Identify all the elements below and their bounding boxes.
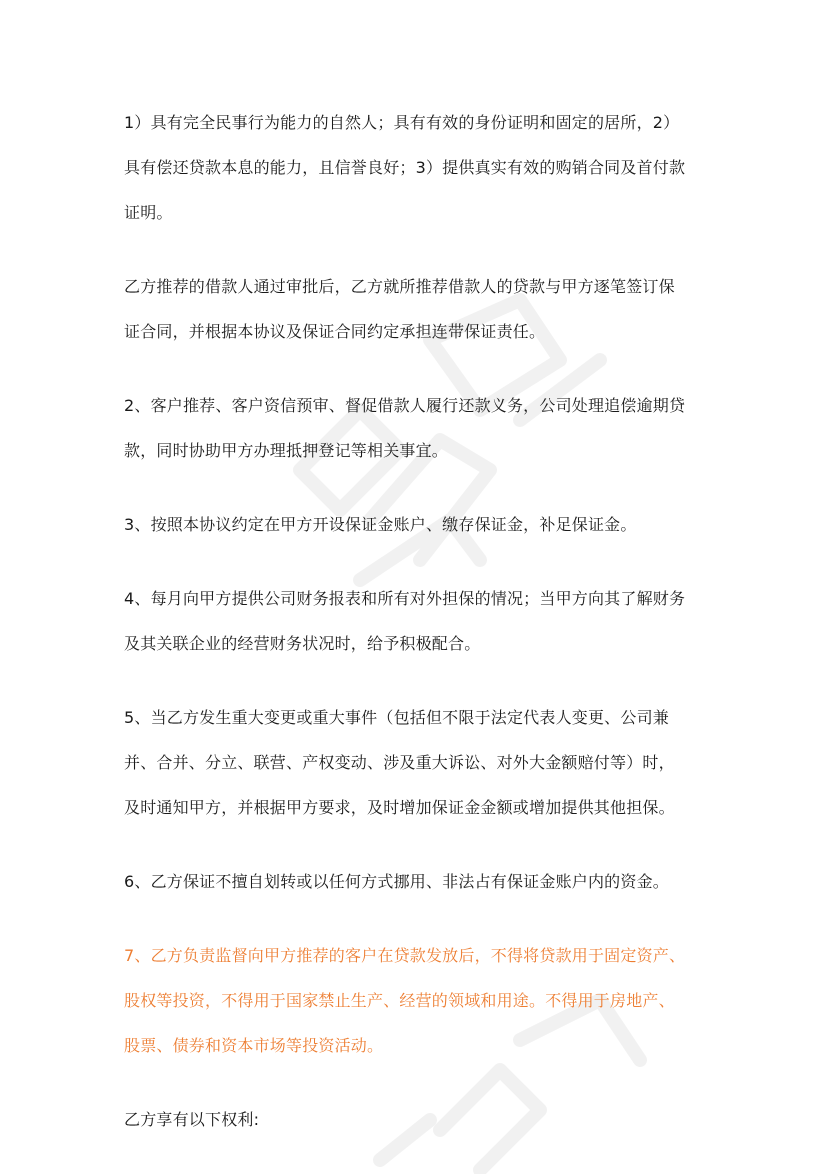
paragraph-item-7-highlighted xyxy=(124,933,724,1068)
text-line: 款，同时协助甲方办理抵押登记等相关事宜。 xyxy=(124,441,449,460)
text-line: 乙方推荐的借款人通过审批后，乙方就所推荐借款人的贷款与甲方逐笔签订保 xyxy=(124,277,675,296)
paragraph-rights-heading xyxy=(124,1097,724,1142)
document-body xyxy=(124,100,724,1142)
paragraph-item-2 xyxy=(124,383,724,473)
text-line: 证明。 xyxy=(124,203,173,222)
paragraph-item-5 xyxy=(124,695,724,830)
text-line: 及时通知甲方，并根据甲方要求，及时增加保证金金额或增加提供其他担保。 xyxy=(124,798,675,817)
paragraph-guarantee-contract xyxy=(124,264,724,354)
text-line: 及其关联企业的经营财务状况时，给予积极配合。 xyxy=(124,634,481,653)
text-line: 5、当乙方发生重大变更或重大事件（包括但不限于法定代表人变更、公司兼 xyxy=(124,708,669,727)
text-line: 具有偿还贷款本息的能力，且信誉良好；3）提供真实有效的购销合同及首付款 xyxy=(124,158,686,177)
text-line: 股权等投资，不得用于国家禁止生产、经营的领域和用途。不得用于房地产、 xyxy=(124,991,675,1010)
paragraph-item-4 xyxy=(124,576,724,666)
paragraph-borrower-conditions xyxy=(124,100,724,235)
text-line: 1）具有完全民事行为能力的自然人；具有有效的身份证明和固定的居所，2） xyxy=(124,113,680,132)
text-line: 乙方享有以下权利: xyxy=(124,1110,260,1129)
text-line: 6、乙方保证不擅自划转或以任何方式挪用、非法占有保证金账户内的资金。 xyxy=(124,872,669,891)
text-line: 2、客户推荐、客户资信预审、督促借款人履行还款义务，公司处理追偿逾期贷 xyxy=(124,396,686,415)
text-line: 并、合并、分立、联营、产权变动、涉及重大诉讼、对外大金额赔付等）时， xyxy=(124,753,675,772)
text-line: 3、按照本协议约定在甲方开设保证金账户、缴存保证金，补足保证金。 xyxy=(124,515,637,534)
text-line: 股票、债券和资本市场等投资活动。 xyxy=(124,1036,384,1055)
text-line: 证合同，并根据本协议及保证合同约定承担连带保证责任。 xyxy=(124,322,546,341)
text-line: 4、每月向甲方提供公司财务报表和所有对外担保的情况；当甲方向其了解财务 xyxy=(124,589,686,608)
paragraph-item-6 xyxy=(124,859,724,904)
paragraph-item-3 xyxy=(124,502,724,547)
text-line: 7、乙方负责监督向甲方推荐的客户在贷款发放后，不得将贷款用于固定资产、 xyxy=(124,946,686,965)
